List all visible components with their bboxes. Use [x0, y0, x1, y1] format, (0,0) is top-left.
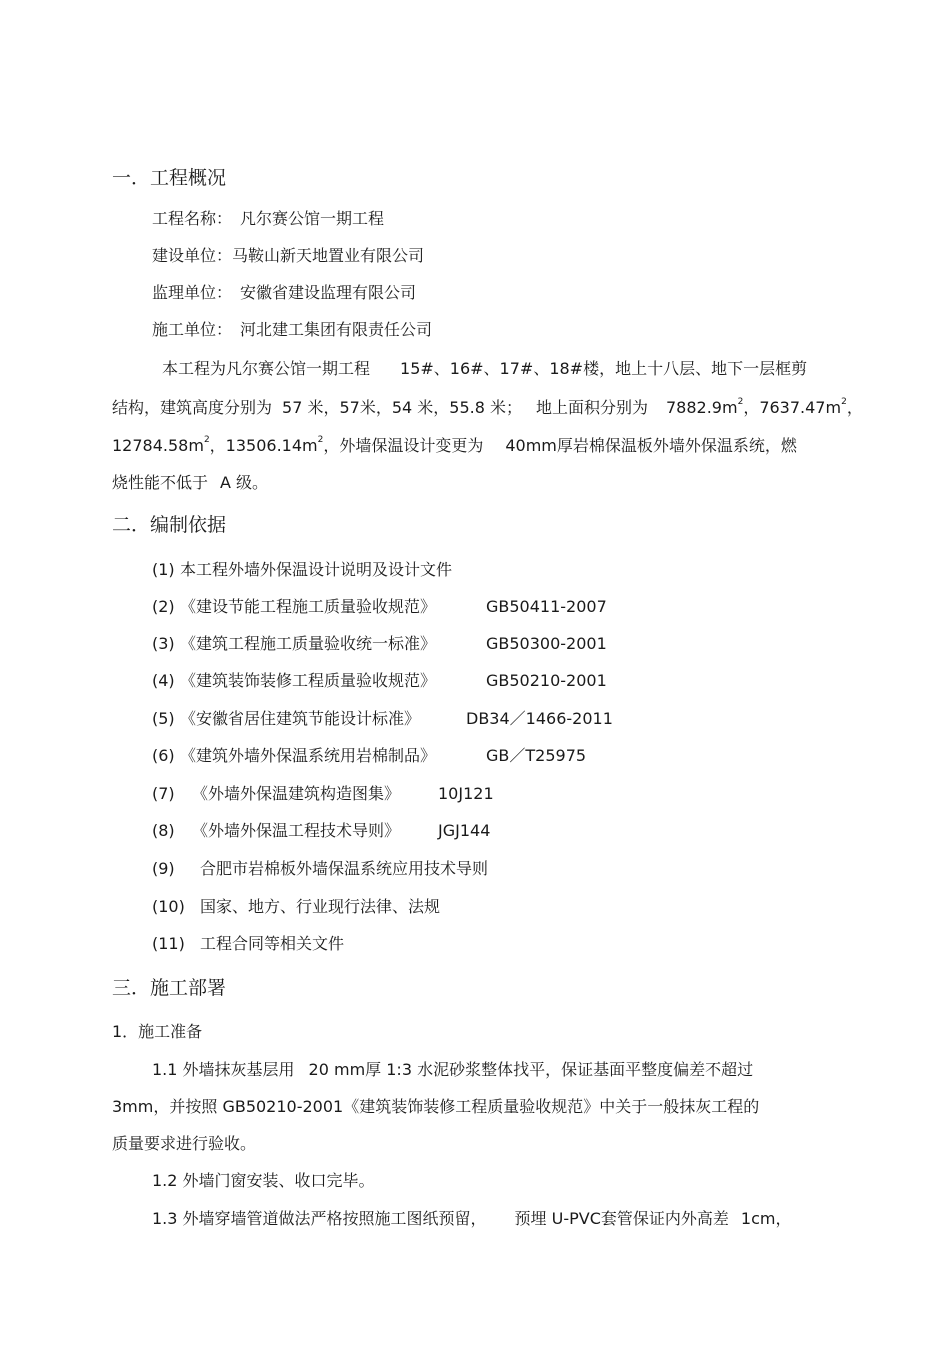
list-item-text: 《外墙外保温工程技术导则》: [192, 821, 401, 840]
area-value: ，13506.14m: [209, 436, 318, 455]
section-heading-overview: 一．工程概况: [112, 167, 227, 189]
list-item-text: 《外墙外保温建筑构造图集》: [192, 784, 401, 803]
info-value: 凡尔赛公馆一期工程: [240, 209, 385, 228]
info-label: 建设单位：: [152, 246, 233, 265]
superscript: 2: [317, 435, 324, 445]
info-value: 河北建工集团有限责任公司: [240, 320, 433, 339]
info-value: 安徽省建设监理有限公司: [240, 283, 417, 302]
text-segment: 1cm，: [740, 1209, 792, 1228]
list-item: [152, 934, 344, 954]
text-segment: ，外墙保温设计变更为: [323, 436, 484, 455]
standard-code: GB50300-2001: [486, 634, 607, 653]
list-item: [152, 897, 440, 917]
list-item-number: (8): [152, 821, 175, 840]
list-item-number: (11): [152, 934, 185, 953]
paragraph-1-3-line-1: [152, 1209, 791, 1229]
list-item-text: 《建设节能工程施工质量验收规范》: [180, 597, 437, 616]
text-segment: 15#、16#、17#、18#楼，地上十八层、地下一层框剪: [400, 359, 808, 378]
list-item-number: (4): [152, 671, 175, 690]
info-value: 马鞍山新天地置业有限公司: [232, 246, 425, 265]
standard-code: GB50210-2001: [486, 671, 607, 690]
info-label: 施工单位：: [152, 320, 233, 339]
paragraph-1-2: 1.2 外墙门窗安装、收口完毕。: [152, 1171, 375, 1190]
text-segment: 本工程为凡尔赛公馆一期工程: [162, 359, 371, 378]
list-item-text: 《建筑外墙外保温系统用岩棉制品》: [180, 746, 437, 765]
list-item-text: 本工程外墙外保温设计说明及设计文件: [180, 560, 453, 579]
info-label: 工程名称：: [152, 209, 233, 228]
superscript: 2: [203, 435, 210, 445]
text-segment: 57 米，57米，54 米，55.8 米；: [282, 398, 522, 417]
list-item-text: 合肥市岩棉板外墙保温系统应用技术导则: [200, 859, 489, 878]
list-item: [152, 671, 607, 691]
section-heading-deployment: 三．施工部署: [112, 977, 227, 999]
info-row-contractor: [152, 320, 432, 340]
overview-paragraph-line-4: [112, 473, 268, 493]
text-segment: 结构，建筑高度分别为: [112, 398, 273, 417]
info-row-supervisor: [152, 283, 416, 303]
overview-paragraph-line-1: [162, 359, 807, 379]
superscript: 2: [737, 397, 744, 407]
text-segment: 1.3 外墙穿墙管道做法严格按照施工图纸预留，: [152, 1209, 487, 1228]
text-segment: 预埋 U-PVC套管保证内外高差: [514, 1209, 729, 1228]
list-item-number: (5): [152, 709, 175, 728]
list-item-text: 工程合同等相关文件: [200, 934, 345, 953]
paragraph-1-1-line-3: 质量要求进行验收。: [112, 1134, 257, 1153]
overview-paragraph-line-2: [112, 398, 863, 418]
list-item: [152, 784, 494, 804]
area-value: ，7637.47m: [743, 398, 842, 417]
superscript: 2: [841, 397, 847, 407]
standard-code: JGJ144: [438, 821, 491, 840]
text-segment: ，: [846, 398, 863, 417]
list-item: [152, 597, 607, 617]
list-item: [152, 821, 490, 841]
text-segment: A 级。: [220, 473, 269, 492]
info-row-project-name: [152, 209, 384, 229]
list-item-text: 《建筑装饰装修工程质量验收规范》: [180, 671, 437, 690]
list-item-number: (9): [152, 859, 175, 878]
text-segment: 1.1 外墙抹灰基层用: [152, 1060, 295, 1079]
section-heading-basis: 二．编制依据: [112, 514, 227, 536]
text-segment: 地上面积分别为: [535, 398, 648, 417]
standard-code: DB34／1466-2011: [466, 709, 613, 728]
list-item-text: 《建筑工程施工质量验收统一标准》: [180, 634, 437, 653]
list-item-number: (1): [152, 560, 175, 579]
list-item: [152, 746, 586, 766]
standard-code: 10J121: [438, 784, 494, 803]
standard-code: GB50411-2007: [486, 597, 607, 616]
subheading-preparation: 1．施工准备: [112, 1022, 203, 1041]
text-segment: 烧性能不低于: [112, 473, 209, 492]
standard-code: GB／T25975: [486, 746, 587, 765]
list-item-text: 《安徽省居住建筑节能设计标准》: [180, 709, 421, 728]
area-value: 12784.58m: [112, 436, 204, 455]
area-value: 7882.9m: [666, 398, 738, 417]
paragraph-1-1-line-1: [152, 1060, 753, 1080]
list-item-number: (10): [152, 897, 185, 916]
overview-paragraph-line-3: [112, 436, 797, 456]
list-item-number: (7): [152, 784, 175, 803]
list-item-number: (6): [152, 746, 175, 765]
info-label: 监理单位：: [152, 283, 233, 302]
list-item-number: (2): [152, 597, 175, 616]
info-row-developer: [152, 246, 424, 266]
list-item-number: (3): [152, 634, 175, 653]
text-segment: 40mm厚岩棉保温板外墙外保温系统，燃: [505, 436, 797, 455]
list-item: [152, 709, 613, 729]
list-item: [152, 859, 488, 879]
text-segment: 20 mm厚 1:3 水泥砂浆整体找平，保证基面平整度偏差不超过: [308, 1060, 754, 1079]
paragraph-1-1-line-2: 3mm，并按照 GB50210-2001《建筑装饰装修工程质量验收规范》中关于一般抹灰工程的: [112, 1097, 760, 1116]
list-item-text: 国家、地方、行业现行法律、法规: [200, 897, 441, 916]
list-item: [152, 560, 452, 580]
list-item: [152, 634, 607, 654]
